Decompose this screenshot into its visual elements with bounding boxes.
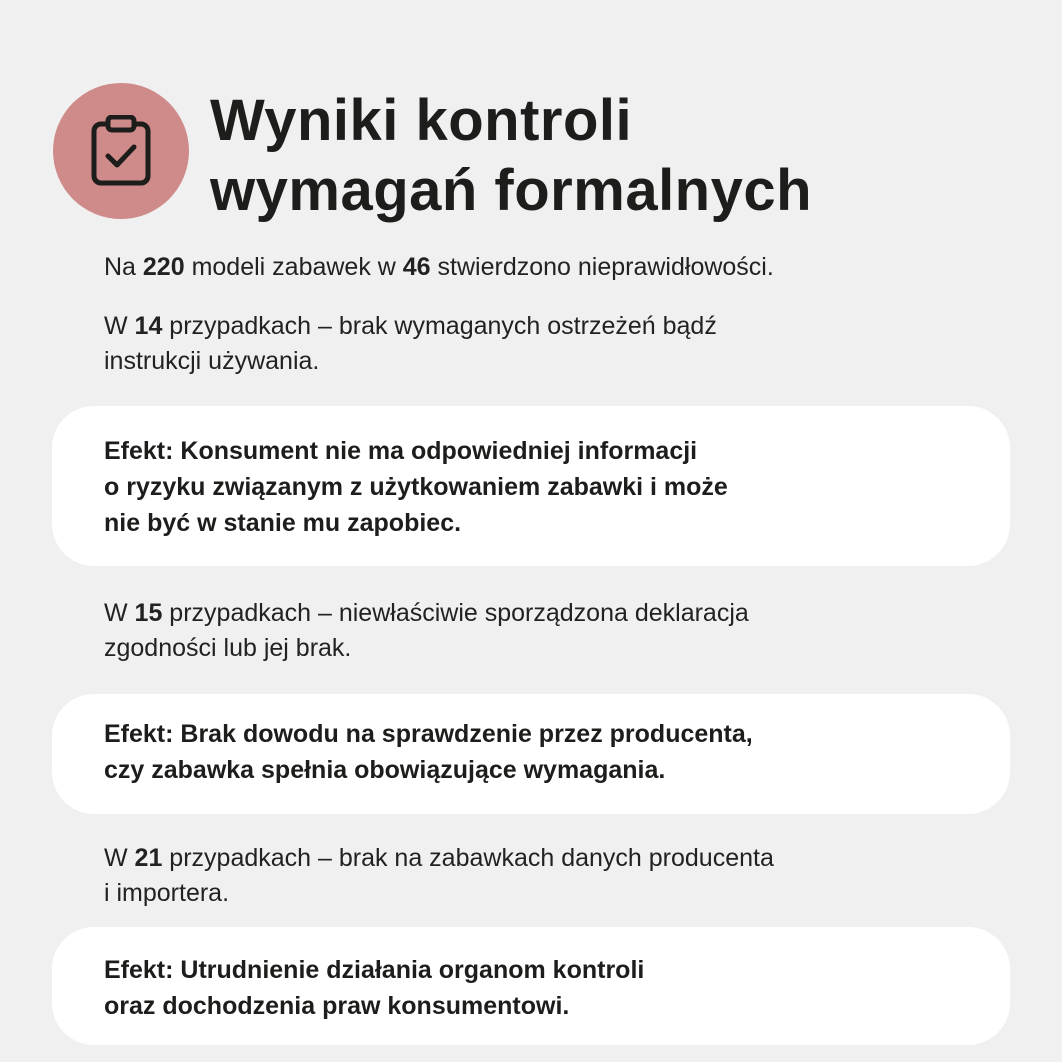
effect-card-2 (52, 694, 1010, 814)
finding-line (104, 596, 749, 631)
effect-line: oraz dochodzenia praw konsumentowi. (104, 992, 570, 1020)
effect-card-1 (52, 406, 1010, 566)
finding-count: 14 (134, 312, 163, 340)
intro-line (104, 250, 774, 285)
title-line-2: wymagań formalnych (210, 158, 813, 223)
effect-line: o ryzyku związanym z użytkowaniem zabawki i może (104, 473, 728, 501)
page-title (210, 86, 812, 226)
finding-count: 21 (134, 844, 163, 872)
finding-rest: przypadkach – niewłaściwie sporządzona deklaracja (162, 599, 749, 627)
intro-middle: modeli zabawek w (184, 253, 403, 281)
finding-3-text (104, 841, 774, 911)
finding-rest: przypadkach – brak wymaganych ostrzeżeń bądź (162, 312, 717, 340)
finding-line-2: instrukcji używania. (104, 347, 320, 375)
clipboard-check-icon (90, 115, 152, 187)
finding-prefix: W (104, 599, 135, 627)
title-line-1: Wyniki kontroli (210, 88, 633, 153)
intro-prefix: Na (104, 253, 143, 281)
finding-rest: przypadkach – brak na zabawkach danych producenta (162, 844, 774, 872)
icon-badge (53, 83, 189, 219)
finding-line-2: zgodności lub jej brak. (104, 634, 352, 662)
intro-suffix: stwierdzono nieprawidłowości. (430, 253, 774, 281)
intro-total: 220 (142, 253, 185, 281)
effect-line: nie być w stanie mu zapobiec. (104, 509, 462, 537)
effect-line: Efekt: Brak dowodu na sprawdzenie przez producenta, (104, 720, 753, 748)
finding-line (104, 309, 717, 344)
effect-line: Efekt: Utrudnienie działania organom kontroli (104, 956, 645, 984)
intro-text (104, 250, 774, 285)
finding-2-text (104, 596, 749, 666)
effect-line: Efekt: Konsument nie ma odpowiedniej informacji (104, 437, 698, 465)
effect-card-3 (52, 927, 1010, 1045)
finding-prefix: W (104, 312, 135, 340)
finding-prefix: W (104, 844, 135, 872)
finding-line (104, 841, 774, 876)
finding-count: 15 (134, 599, 163, 627)
finding-line-2: i importera. (104, 879, 230, 907)
intro-flagged: 46 (402, 253, 431, 281)
effect-line: czy zabawka spełnia obowiązujące wymagania. (104, 756, 666, 784)
finding-1-text (104, 309, 717, 379)
